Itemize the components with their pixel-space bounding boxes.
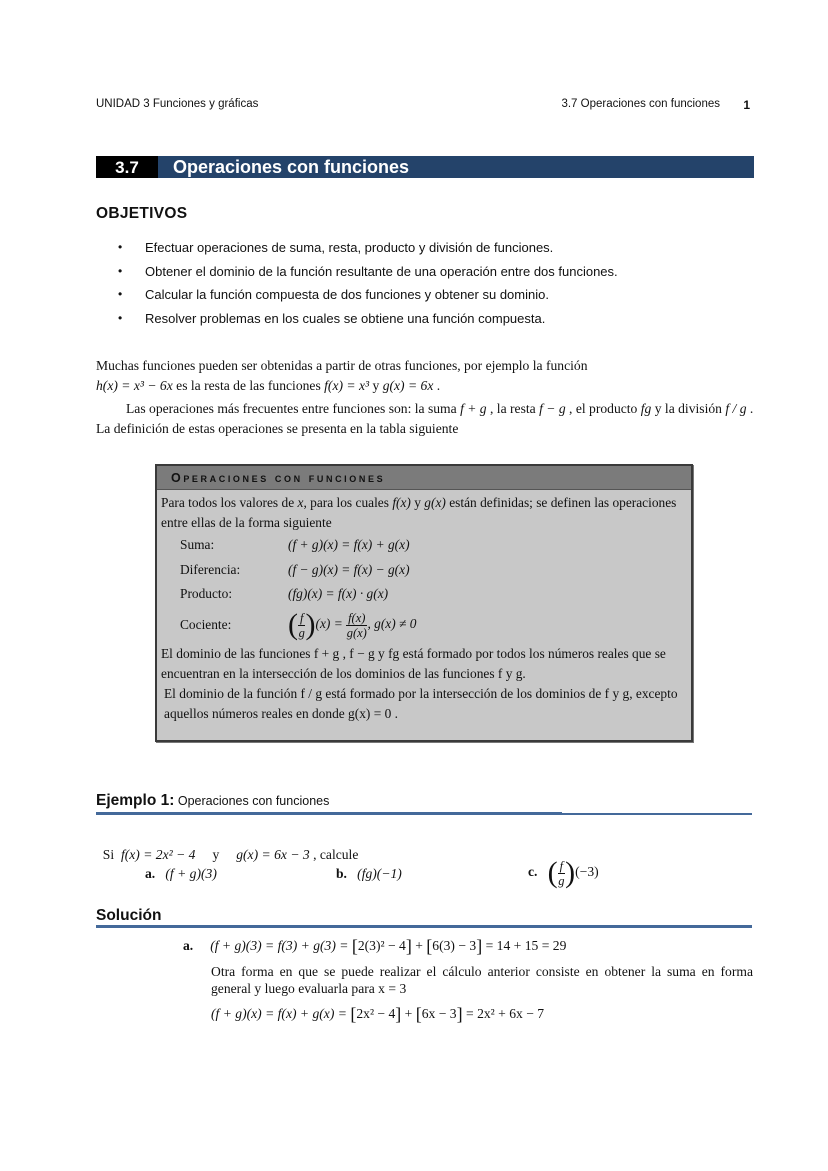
example-heading [96, 792, 329, 810]
bullet-icon: • [118, 263, 123, 278]
intro-paragraph-1: Muchas funciones pueden ser obtenidas a partir de otras funciones, por ejemplo la función h(x) = x³ − 6x es la resta de las funciones f(x) = x³ y g(x) = 6x . [96, 358, 588, 393]
definition-row-suma: Suma: (f + g)(x) = f(x) + g(x) [180, 537, 410, 553]
page-number: 1 [743, 98, 750, 112]
intro-paragraph-2: Las operaciones más frecuentes entre funciones son: la suma f + g , la resta f − g , el producto fg y la división f / g . La definición de estas operaciones se presenta en la tabla siguiente [96, 401, 754, 436]
bullet-icon: • [118, 240, 123, 254]
math-h: h(x) = x³ − 6x [96, 378, 173, 393]
example-label: Ejemplo 1: [96, 792, 175, 809]
definition-box [155, 464, 693, 742]
objectives-title: OBJETIVOS [96, 205, 188, 222]
example-item-a: a. (f + g)(3) [145, 866, 217, 881]
definition-box-body [157, 490, 691, 724]
math-g: g(x) = 6x [382, 378, 434, 393]
example-title: Operaciones con funciones [174, 794, 330, 808]
domain-note-1: El dominio de las funciones f + g , f − g y fg está formado por todos los números reales que se encuentran en la intersección de los dominios de las funciones f y g. [161, 645, 666, 681]
solution-a: a. (f + g)(3) = f(3) + g(3) = [2(3)² − 4] + [6(3) − 3] = 14 + 15 = 29 [183, 936, 567, 956]
section-number: 3.7 [96, 156, 158, 178]
example-items [145, 856, 625, 900]
math-f: f(x) = x³ [324, 378, 370, 393]
section-reference: 3.7 Operaciones con funciones [561, 98, 720, 110]
bullet-icon: • [118, 287, 123, 301]
domain-note-2: El dominio de la función f / g está formado por la intersección de los dominios de f y g, excepto aquellos números reales en donde g(x) = 0 . [164, 685, 678, 721]
section-heading [96, 156, 754, 178]
example-statement: Si f(x) = 2x² − 4 y g(x) = 6x − 3 , calcule [102, 847, 359, 862]
section-title: Operaciones con funciones [173, 157, 410, 177]
objective-item: • Calcular la función compuesta de dos funciones y obtener su dominio. [118, 287, 549, 302]
objective-item: • Obtener el dominio de la función resultante de una operación entre dos funciones. [118, 263, 618, 279]
example-rule-thick [96, 812, 562, 815]
unit-title: UNIDAD 3 Funciones y gráficas [96, 98, 259, 110]
solution-general-form: (f + g)(x) = f(x) + g(x) = [2x² − 4] + [6x − 3] = 2x² + 6x − 7 [211, 1004, 545, 1024]
quotient-formula: ( $\frac{f}{g}$ )(x) = $\frac{f(x)}{g(x)}$ , g(x) ≠ 0 [288, 608, 417, 641]
definition-row-cociente: Cociente: ( $\frac{f}{g}$ )(x) = $\frac{f(x)}{g(x)}$ , g(x) ≠ 0 [180, 608, 417, 641]
example-item-c: c. ( $\frac{f}{g}$ )(−3) [528, 856, 599, 889]
objectives-list [118, 240, 618, 334]
example-rule-thin [562, 813, 752, 815]
definition-intro: Para todos los valores de x, para los cuales f(x) y g(x) están definidas; se definen las operaciones entre ellas de la forma siguiente [161, 495, 677, 530]
definition-box-header: Operaciones con funciones [157, 466, 691, 490]
bullet-icon: • [118, 310, 123, 325]
definition-row-producto: Producto: (fg)(x) = f(x) · g(x) [180, 586, 389, 602]
solution-rule [96, 925, 752, 928]
solution-heading: Solución [96, 907, 162, 924]
objective-item: • Resolver problemas en los cuales se obtiene una función compuesta. [118, 310, 546, 326]
example-item-b: b. (fg)(−1) [336, 866, 402, 881]
solution-explanation: Otra forma en que se puede realizar el cálculo anterior consiste en obtener la suma en forma general y luego evaluarla para x = 3 [211, 964, 753, 996]
objective-item: • Efectuar operaciones de suma, resta, producto y división de funciones. [118, 240, 554, 255]
running-header [96, 98, 754, 114]
definition-row-diferencia: Diferencia: (f − g)(x) = f(x) − g(x) [180, 561, 410, 577]
